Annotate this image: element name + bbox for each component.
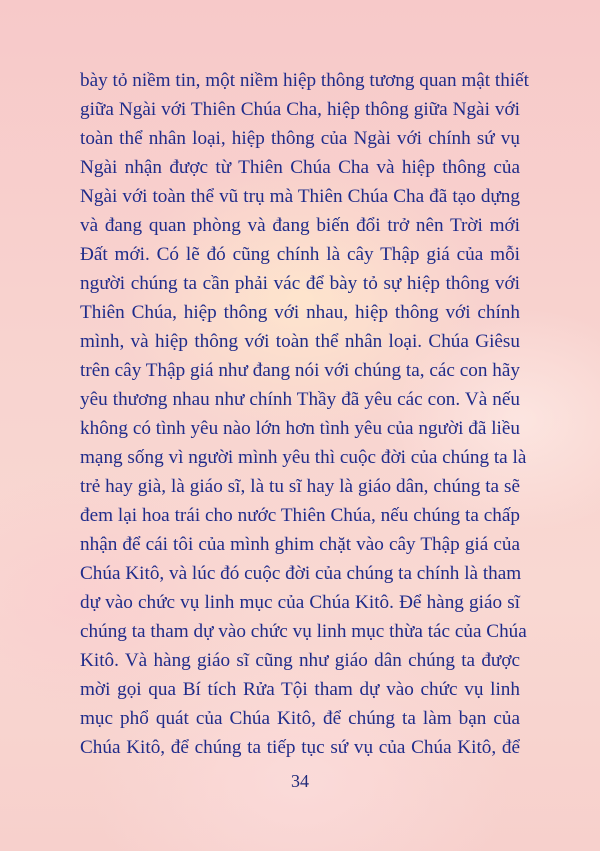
text-line: không có tình yêu nào lớn hơn tình yêu của người đã liều [80,418,520,439]
text-line: mạng sống vì người mình yêu thì cuộc đời của chúng ta là [80,447,527,468]
text-line: Chúa Kitô, để chúng ta tiếp tục sứ vụ của Chúa Kitô, để [80,737,520,758]
text-line: đem lại hoa trái cho nước Thiên Chúa, nếu chúng ta chấp [80,505,520,526]
text-line: người chúng ta cần phải vác để bày tỏ sự hiệp thông với [80,273,520,294]
text-line: Thiên Chúa, hiệp thông với nhau, hiệp thông với chính [80,302,520,323]
text-line: mình, và hiệp thông với toàn thể nhân loại. Chúa Giêsu [80,331,520,352]
text-line: nhận để cái tôi của mình ghim chặt vào cây Thập giá của [80,534,520,555]
text-line: trẻ hay già, là giáo sĩ, là tu sĩ hay là giáo dân, chúng ta sẽ [80,476,520,497]
text-line: Kitô. Và hàng giáo sĩ cũng như giáo dân chúng ta được [80,650,520,671]
text-line: giữa Ngài với Thiên Chúa Cha, hiệp thông giữa Ngài với [80,99,520,120]
text-line: Chúa Kitô, và lúc đó cuộc đời của chúng ta chính là tham [80,563,522,584]
text-line: bày tỏ niềm tin, một niềm hiệp thông tương quan mật thiết [80,70,530,91]
text-line: Đất mới. Có lẽ đó cũng chính là cây Thập giá của mỗi [80,244,520,265]
text-line: yêu thương nhau như chính Thầy đã yêu các con. Và nếu [80,389,520,410]
text-line: dự vào chức vụ linh mục của Chúa Kitô. Để hàng giáo sĩ [80,592,520,613]
page-number: 34 [291,771,309,791]
text-line: mời gọi qua Bí tích Rửa Tội tham dự vào chức vụ linh [80,679,520,700]
text-line: Ngài với toàn thể vũ trụ mà Thiên Chúa Cha đã tạo dựng [80,186,520,207]
text-line: Ngài nhận được từ Thiên Chúa Cha và hiệp thông của [80,157,520,178]
body-text [80,66,530,762]
text-line: và đang quan phòng và đang biến đổi trở nên Trời mới [80,215,520,236]
text-line: chúng ta tham dự vào chức vụ linh mục thừa tác của Chúa [80,621,527,642]
text-line: mục phổ quát của Chúa Kitô, để chúng ta làm bạn của [80,708,520,729]
text-line: trên cây Thập giá như đang nói với chúng ta, các con hãy [80,360,520,381]
text-line: toàn thể nhân loại, hiệp thông của Ngài với chính sứ vụ [80,128,520,149]
